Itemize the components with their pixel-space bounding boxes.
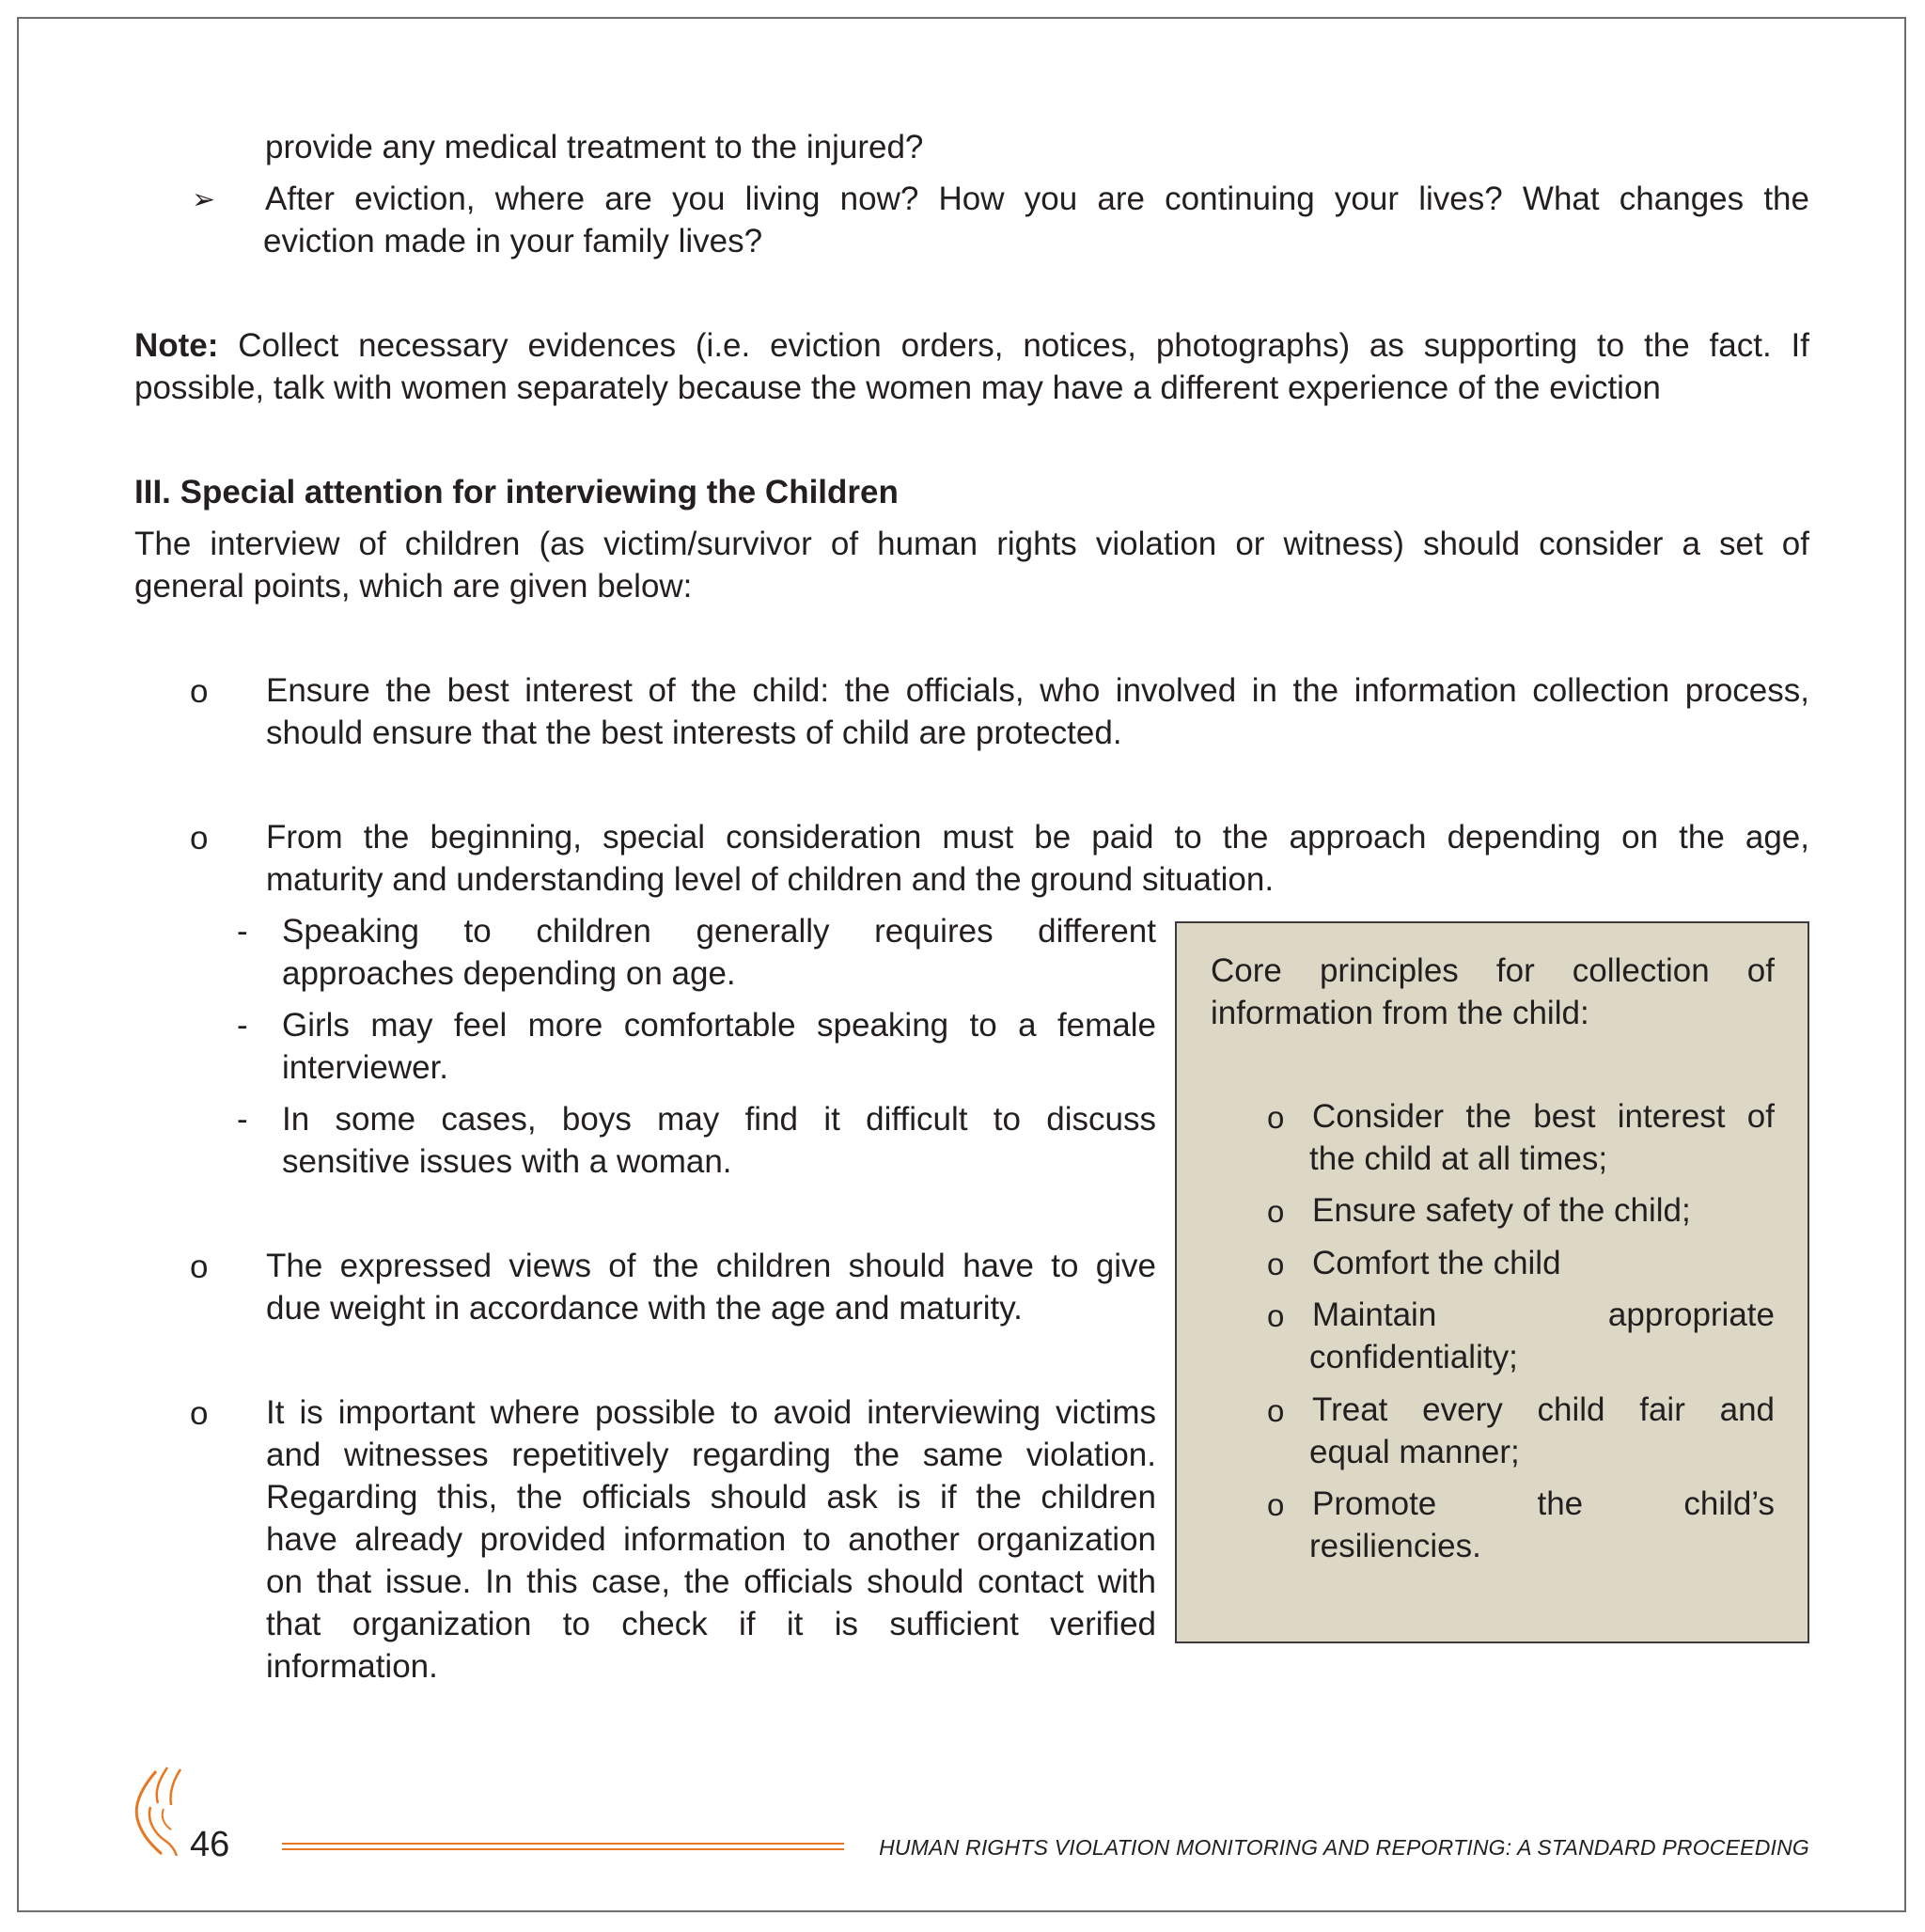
- box-item-line: confidentiality;: [1309, 1339, 1518, 1375]
- intro-continuation: provide any medical treatment to the injured?: [265, 129, 924, 165]
- circle-bullet-icon: o: [1267, 1487, 1285, 1522]
- note-line-2: possible, talk with women separately because the women may have a different experience of the eviction: [134, 369, 1661, 406]
- footer-rule: [282, 1841, 844, 1852]
- point-line: It is important where possible to avoid interviewing victims: [266, 1394, 1156, 1431]
- dash-bullet-icon: -: [237, 1101, 248, 1138]
- circle-bullet-icon: o: [1267, 1194, 1285, 1229]
- bullet-line: eviction made in your family lives?: [263, 223, 763, 259]
- point-line: From the beginning, special consideration must be paid to the approach depending on the age,: [266, 819, 1809, 856]
- sub-point-line: In some cases, boys may find it difficult to discuss: [282, 1101, 1156, 1138]
- point-line: information.: [266, 1648, 438, 1685]
- circle-bullet-icon: o: [190, 820, 209, 856]
- point-line: Ensure the best interest of the child: the officials, who involved in the information collection process,: [266, 672, 1809, 709]
- box-item-line: Treat every child fair and: [1312, 1391, 1775, 1428]
- box-item-line: Ensure safety of the child;: [1312, 1192, 1691, 1229]
- circle-bullet-icon: o: [1267, 1100, 1285, 1135]
- core-principles-box: [1175, 921, 1809, 1643]
- circle-bullet-icon: o: [190, 673, 209, 710]
- circle-bullet-icon: o: [1267, 1247, 1285, 1281]
- arrow-bullet-icon: ➢: [192, 184, 216, 215]
- point-line: have already provided information to another organization: [266, 1521, 1156, 1558]
- dash-bullet-icon: -: [237, 913, 248, 950]
- footer-title: HUMAN RIGHTS VIOLATION MONITORING AND REPORTING: A STANDARD PROCEEDING: [879, 1835, 1809, 1860]
- sub-point-line: interviewer.: [282, 1049, 449, 1086]
- note-label: Note:: [134, 327, 219, 364]
- section-intro-line: The interview of children (as victim/survivor of human rights violation or witness) should consider a set of: [134, 526, 1809, 562]
- sub-point-line: approaches depending on age.: [282, 955, 736, 992]
- circle-bullet-icon: o: [190, 1395, 209, 1432]
- point-line: should ensure that the best interests of child are protected.: [266, 715, 1122, 751]
- sub-point-line: Girls may feel more comfortable speaking to a female: [282, 1007, 1156, 1044]
- point-line: on that issue. In this case, the officials should contact with: [266, 1563, 1156, 1600]
- box-item-line: resiliencies.: [1309, 1528, 1481, 1564]
- point-line: that organization to check if it is sufficient verified: [266, 1606, 1156, 1642]
- box-title-line: information from the child:: [1211, 995, 1589, 1031]
- point-line: and witnesses repetitively regarding the same violation.: [266, 1437, 1156, 1473]
- note-text: Collect necessary evidences (i.e. eviction orders, notices, photographs) as supporting to the fact. If: [218, 327, 1809, 364]
- box-item-line: the child at all times;: [1309, 1140, 1608, 1177]
- point-line: due weight in accordance with the age and maturity.: [266, 1290, 1023, 1327]
- note-line-1: [134, 324, 1809, 367]
- point-line: Regarding this, the officials should ask is if the children: [266, 1479, 1156, 1516]
- box-item-line: Consider the best interest of: [1312, 1098, 1775, 1135]
- circle-bullet-icon: o: [190, 1249, 209, 1285]
- circle-bullet-icon: o: [1267, 1298, 1285, 1333]
- bullet-line: After eviction, where are you living now? How you are continuing your lives? What changes the: [265, 181, 1809, 217]
- box-title-line: Core principles for collection of: [1211, 952, 1775, 989]
- section-intro-line: general points, which are given below:: [134, 568, 693, 605]
- circle-bullet-icon: o: [1267, 1393, 1285, 1428]
- sub-point-line: sensitive issues with a woman.: [282, 1143, 732, 1180]
- page-number: 46: [190, 1825, 230, 1864]
- box-item-line: equal manner;: [1309, 1434, 1520, 1470]
- box-item-line: Comfort the child: [1312, 1245, 1561, 1281]
- point-line: maturity and understanding level of children and the ground situation.: [266, 861, 1275, 898]
- box-item-line: Promote the child’s: [1312, 1485, 1775, 1522]
- dash-bullet-icon: -: [237, 1007, 248, 1044]
- box-item-line: Maintain appropriate: [1312, 1296, 1775, 1333]
- flame-logo-icon: [128, 1764, 196, 1858]
- section-heading: III. Special attention for interviewing the Children: [134, 474, 899, 510]
- point-line: The expressed views of the children should have to give: [266, 1248, 1156, 1284]
- sub-point-line: Speaking to children generally requires different: [282, 913, 1156, 950]
